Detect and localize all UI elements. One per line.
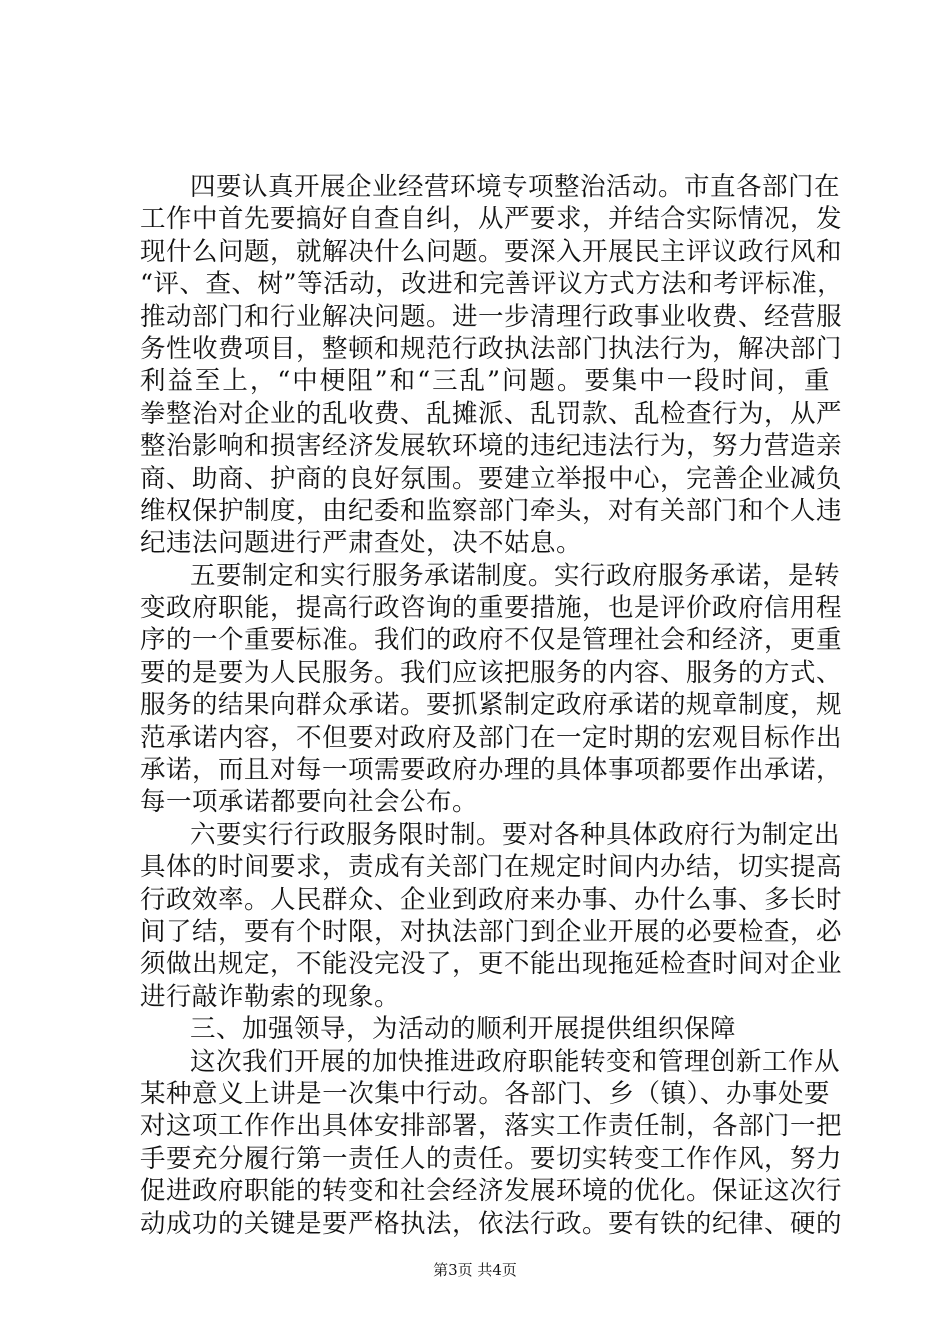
text-line: 要的是要为人民服务。我们应该把服务的内容、服务的方式、 — [140, 657, 843, 688]
text-line: 工作中首先要搞好自查自纠，从严要求，并结合实际情况，发 — [140, 204, 843, 235]
text-line: 范承诺内容，不但要对政府及部门在一定时期的宏观目标作出 — [140, 722, 843, 753]
text-line: 推动部门和行业解决问题。进一步清理行政事业收费、经营服 — [140, 301, 843, 332]
text-line: 进行敲诈勒索的现象。 — [140, 981, 401, 1012]
text-line: 承诺，而且对每一项需要政府办理的具体事项都要作出承诺， — [140, 755, 843, 786]
text-line: 商、助商、护商的良好氛围。要建立举报中心，完善企业减负 — [140, 463, 843, 494]
paragraph-item-5 — [140, 560, 843, 819]
section-heading-3 — [140, 1013, 830, 1045]
text-line: 整治影响和损害经济发展软环境的违纪违法行为，努力营造亲 — [140, 431, 843, 462]
text-line: 每一项承诺都要向社会公布。 — [140, 787, 479, 818]
text-line: 现什么问题，就解决什么问题。要深入开展民主评议政行风和 — [140, 236, 843, 267]
text-line: 服务的结果向群众承诺。要抓紧制定政府承诺的规章制度，规 — [140, 690, 843, 721]
text-line: 四要认真开展企业经营环境专项整治活动。市直各部门在 — [190, 172, 841, 202]
document-body — [140, 171, 844, 1240]
text-line: 对这项工作作出具体安排部署，落实工作责任制，各部门一把 — [140, 1111, 843, 1142]
text-line: 序的一个重要标准。我们的政府不仅是管理社会和经济，更重 — [140, 625, 843, 656]
text-line: “评、查、树”等活动，改进和完善评议方式方法和考评标准， — [140, 269, 844, 300]
paragraph-item-6 — [140, 819, 843, 1013]
text-line: 动成功的关键是要严格执法，依法行政。要有铁的纪律、硬的 — [140, 1208, 843, 1239]
text-line: 纪违法问题进行严肃查处，决不姑息。 — [140, 528, 583, 559]
text-line: 行政效率。人民群众、企业到政府来办事、办什么事、多长时 — [140, 884, 843, 915]
text-line: 利益至上，“中梗阻”和“三乱”问题。要集中一段时间，重 — [140, 366, 830, 397]
text-line: 变政府职能，提高行政咨询的重要措施，也是评价政府信用程 — [140, 593, 843, 624]
text-line: 维权保护制度，由纪委和监察部门牵头，对有关部门和个人违 — [140, 495, 843, 526]
text-line: 具体的时间要求，责成有关部门在规定时间内办结，切实提高 — [140, 852, 843, 883]
text-line: 五要制定和实行服务承诺制度。实行政府服务承诺，是转 — [190, 560, 841, 591]
text-line: 这次我们开展的加快推进政府职能转变和管理创新工作从 — [190, 1046, 841, 1077]
paragraph-section-3-body — [140, 1046, 843, 1240]
paragraph-item-4 — [140, 171, 844, 560]
text-line: 须做出规定，不能没完没了，更不能出现拖延检查时间对企业 — [140, 949, 843, 980]
text-line: 手要充分履行第一责任人的责任。要切实转变工作作风，努力 — [140, 1143, 843, 1174]
text-line: 六要实行行政服务限时制。要对各种具体政府行为制定出 — [190, 819, 841, 850]
text-line: 某种意义上讲是一次集中行动。各部门、乡（镇）、办事处要 — [140, 1078, 830, 1109]
text-line: 拳整治对企业的乱收费、乱摊派、乱罚款、乱检查行为，从严 — [140, 398, 843, 429]
text-line: 三、加强领导，为活动的顺利开展提供组织保障 — [190, 1014, 737, 1045]
page-footer: 第3页 共4页 — [433, 1261, 517, 1279]
text-line: 促进政府职能的转变和社会经济发展环境的优化。保证这次行 — [140, 1176, 843, 1207]
text-line: 务性收费项目，整顿和规范行政执法部门执法行为，解决部门 — [140, 333, 843, 364]
text-line: 间了结，要有个时限，对执法部门到企业开展的必要检查，必 — [140, 916, 843, 947]
